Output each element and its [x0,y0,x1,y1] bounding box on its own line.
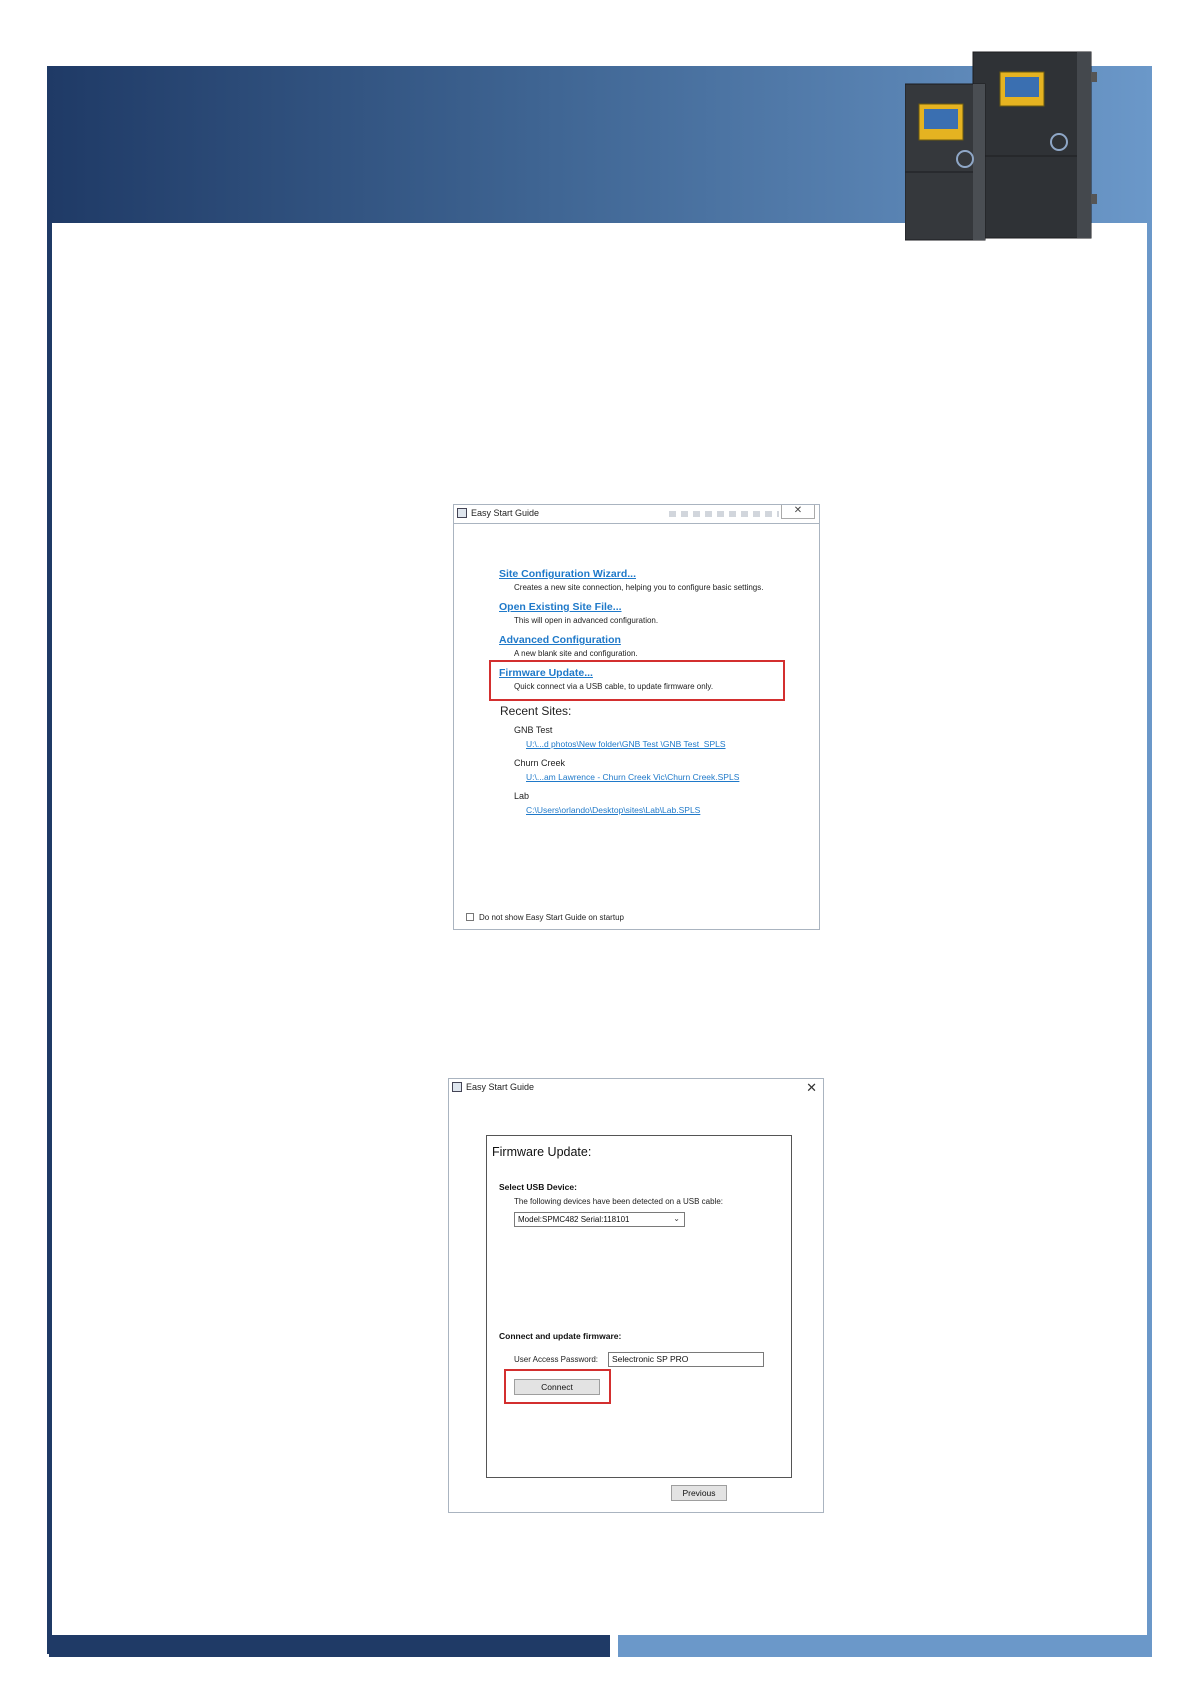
option-description: A new blank site and configuration. [514,649,638,658]
previous-button[interactable]: Previous [671,1485,727,1501]
firmware-update-link[interactable]: Firmware Update... [499,667,593,679]
recent-site-path-link[interactable]: U:\...am Lawrence - Churn Creek Vic\Churn Creek.SPLS [526,772,740,782]
recent-site-name: Churn Creek [514,758,566,768]
recent-site-path-link[interactable]: U:\...d photos\New folder\GNB Test \GNB Test_SPLS [526,739,726,749]
advanced-configuration-link[interactable]: Advanced Configuration [499,634,621,646]
usb-device-description: The following devices have been detected on a USB cable: [514,1197,724,1206]
footer-bar-left [49,1635,610,1657]
option-description: This will open in advanced configuration. [514,616,659,625]
recent-site-name: Lab [514,791,530,801]
dont-show-label: Do not show Easy Start Guide on startup [479,913,624,922]
inverter-product-image [905,44,1105,244]
title-bar-controls [669,511,779,517]
app-window-icon [452,1082,462,1092]
connect-update-firmware-label: Connect and update firmware: [499,1331,622,1341]
recent-site-name: GNB Test [514,725,553,735]
frame-left-border [47,66,52,1654]
frame-right-border [1147,66,1152,1654]
chevron-down-icon: ⌄ [673,1214,680,1223]
dont-show-checkbox[interactable] [466,913,474,921]
app-window-icon [457,508,467,518]
dialog-title-bar[interactable] [454,505,819,523]
close-icon[interactable]: ✕ [806,1080,817,1095]
dialog-title-bar[interactable] [449,1079,823,1097]
close-icon[interactable]: ✕ [781,505,815,519]
user-access-password-label: User Access Password: [514,1355,599,1364]
recent-sites-heading: Recent Sites: [500,704,572,718]
dialog-content [454,523,819,929]
panel-title: Firmware Update: [492,1145,592,1159]
footer-bar-right [618,1635,1152,1657]
usb-device-select[interactable] [514,1212,685,1227]
recent-site-path-link[interactable]: C:\Users\orlando\Desktop\sites\Lab\Lab.SPLS [526,805,701,815]
dialog-title: Easy Start Guide [471,508,540,518]
easy-start-guide-dialog [453,504,820,930]
firmware-update-panel [486,1135,792,1478]
firmware-update-dialog [448,1078,824,1513]
select-usb-device-label: Select USB Device: [499,1182,577,1192]
usb-device-selected-value: Model:SPMC482 Serial:118101 [518,1215,630,1224]
user-access-password-input[interactable]: Selectronic SP PRO [608,1352,764,1367]
option-description: Creates a new site connection, helping you to configure basic settings. [514,583,764,592]
option-description: Quick connect via a USB cable, to update firmware only. [514,682,714,691]
connect-button[interactable]: Connect [514,1379,600,1395]
site-configuration-wizard-link[interactable]: Site Configuration Wizard... [499,568,636,580]
open-existing-site-file-link[interactable]: Open Existing Site File... [499,601,622,613]
dialog-title: Easy Start Guide [466,1082,535,1092]
